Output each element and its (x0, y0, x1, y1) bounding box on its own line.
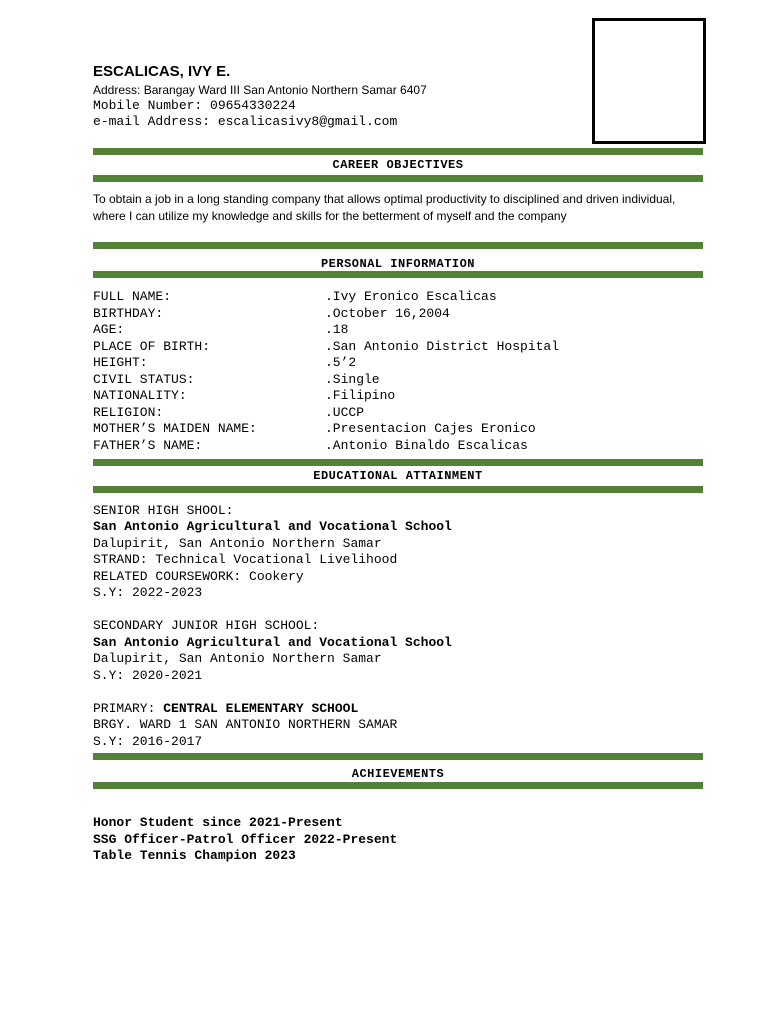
shs-school-year: S.Y: 2022-2023 (93, 585, 203, 600)
primary-school: CENTRAL ELEMENTARY SCHOOL (163, 701, 359, 716)
email-address: e-mail Address: escalicasivy8@gmail.com (93, 114, 398, 129)
info-row-nationality: NATIONALITY: .Filipino (93, 388, 396, 403)
career-objective-text: To obtain a job in a long standing company that allows optimal productivity to disciplined and driven individual, where I can utilize my knowledge and skills for the betterment of myself and the company (93, 192, 676, 223)
shs-school: San Antonio Agricultural and Vocational School (93, 519, 452, 534)
info-row-birthday: BIRTHDAY: .October 16,2004 (93, 306, 450, 321)
info-row-father-name: FATHER’S NAME: .Antonio Binaldo Escalicas (93, 438, 528, 453)
jhs-school: San Antonio Agricultural and Vocational School (93, 635, 452, 650)
career-objectives-title: CAREER OBJECTIVES (332, 158, 464, 172)
jhs-heading: SECONDARY JUNIOR HIGH SCHOOL: (93, 618, 320, 633)
address-line: Address: Barangay Ward III San Antonio Northern Samar 6407 (93, 83, 427, 97)
section-divider (93, 242, 703, 249)
jhs-school-year: S.Y: 2020-2021 (93, 668, 203, 683)
shs-location: Dalupirit, San Antonio Northern Samar (93, 536, 382, 551)
section-divider (93, 782, 703, 789)
applicant-name: ESCALICAS, IVY E. (93, 63, 231, 80)
mobile-number: Mobile Number: 09654330224 (93, 98, 296, 113)
primary-location: BRGY. WARD 1 SAN ANTONIO NORTHERN SAMAR (93, 717, 398, 732)
primary-school-year: S.Y: 2016-2017 (93, 734, 203, 749)
info-row-religion: RELIGION: .UCCP (93, 405, 365, 420)
achievement-item: Honor Student since 2021-Present (93, 815, 343, 830)
jhs-location: Dalupirit, San Antonio Northern Samar (93, 651, 382, 666)
photo-placeholder (592, 18, 706, 144)
shs-strand: STRAND: Technical Vocational Livelihood (93, 552, 398, 567)
info-row-mother-name: MOTHER’S MAIDEN NAME: .Presentacion Cajes Eronico (93, 421, 536, 436)
section-divider (93, 175, 703, 182)
info-row-age: AGE: .18 (93, 322, 349, 337)
section-divider (93, 486, 703, 493)
info-row-height: HEIGHT: .5’2 (93, 355, 357, 370)
info-row-place-of-birth: PLACE OF BIRTH: .San Antonio District Hospital (93, 339, 560, 354)
section-divider (93, 459, 703, 466)
educational-attainment-title: EDUCATIONAL ATTAINMENT (313, 469, 483, 483)
achievement-item: Table Tennis Champion 2023 (93, 848, 296, 863)
info-row-full-name: FULL NAME: .Ivy Eronico Escalicas (93, 289, 497, 304)
personal-information-title: PERSONAL INFORMATION (320, 257, 476, 271)
achievement-item: SSG Officer-Patrol Officer 2022-Present (93, 832, 398, 847)
primary-heading: PRIMARY: CENTRAL ELEMENTARY SCHOOL (93, 701, 359, 716)
info-row-civil-status: CIVIL STATUS: .Single (93, 372, 380, 387)
shs-coursework: RELATED COURSEWORK: Cookery (93, 569, 304, 584)
section-divider (93, 148, 703, 155)
section-divider (93, 753, 703, 760)
achievements-title: ACHIEVEMENTS (351, 767, 445, 781)
shs-heading: SENIOR HIGH SHOOL: (93, 503, 234, 518)
section-divider (93, 271, 703, 278)
